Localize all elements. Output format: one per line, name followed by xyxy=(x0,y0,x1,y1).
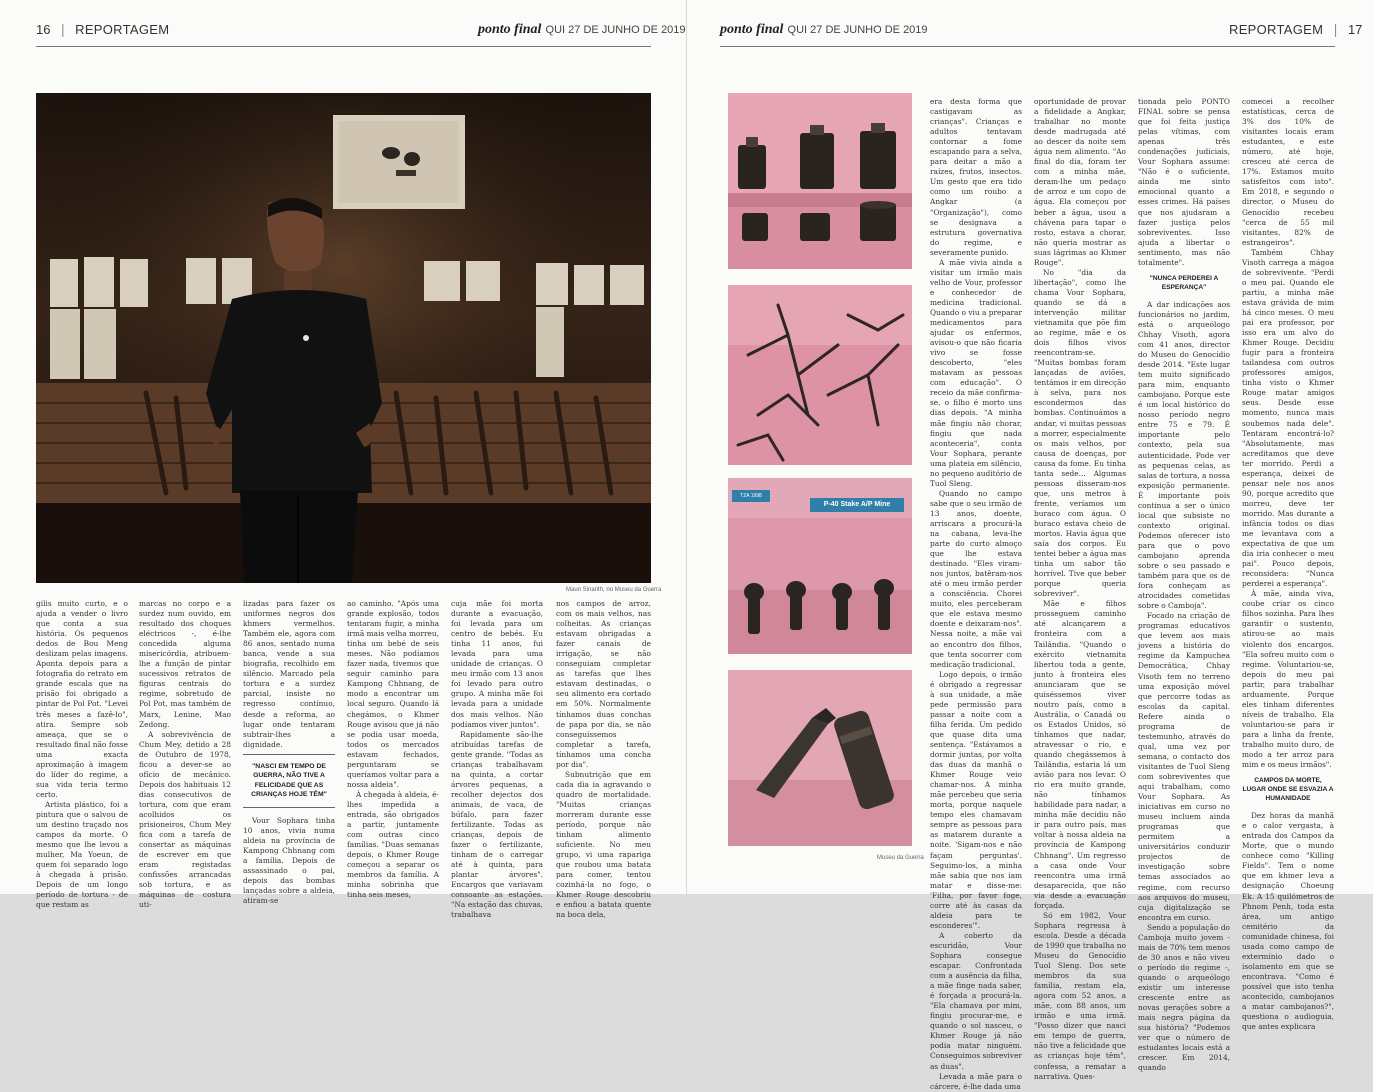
photo-caption: Maun Sinarith, no Museu da Guerra xyxy=(566,587,662,593)
header-rule xyxy=(720,46,1335,47)
section-name: REPORTAGEM xyxy=(1229,22,1324,37)
paragraph: A mãe vivia ainda a visitar um irmão mais velho de Vour, professor e conhecedor de medicina tradicional. Quando o viu a preparar medicamentos para ajudar os enfermos, avisou-o que não ficaria vivo se fosse descoberto, "eles matavam as pessoas com educação". O receio da mãe confirma-se, o filho é morto uns dias depois. "A minha mãe fingiu não chorar, fingiu que nada aconteceria", conta Vour Sophara, perante uma plateia em silêncio, no pequeno auditório de Tuol Sleng. xyxy=(930,257,1022,488)
photo-caption: Museu da Guerra xyxy=(877,855,924,861)
paragraph: Artista plástico, foi a pintura que o salvou de um destino traçado nos campos da morte. O mesmo que lhe levou a mulher, Ma Yoeun, de quem foi separado logo à chegada à prisão. Depois de um longo período de tortura - de que restam as xyxy=(36,799,128,910)
article-column-7 xyxy=(930,97,1022,1091)
article-column-9 xyxy=(1138,97,1230,1073)
subheading-campos-da-morte: CAMPOS DA MORTE, LUGAR ONDE SE ESVAZIA A HUMANIDADE xyxy=(1242,777,1334,803)
article-column-4 xyxy=(347,599,440,900)
page-number: 16 xyxy=(36,22,51,37)
publication-name: ponto final xyxy=(478,22,542,37)
paragraph: No "dia da libertação", como lhe chama Vour Sophara, quando se dá a intervenção militar vietnamita que põe fim ao regime, mãe e os dois filhos vivos reencontram-se. "Muitas bombas foram lançadas de aviões, tentámos ir em direcção à selva, para nos escondermos das bombas. Continuámos a andar, vi muitas pessoas a morrer, especialmente os mais velhos, por causa de doenças, por causa da fome. Eu tinha tanta sede... Algumas pessoas disseram-nos que, uns metros à frente, veríamos um buraco com água. O buraco estava cheio de mortos. Havia água que saía dos corpos. Eu tentei beber a água mas tinha um sabor tão horrível. Tive que beber porque queria sobreviver". xyxy=(1034,267,1126,599)
publication-name: ponto final xyxy=(720,22,784,37)
tools-photo xyxy=(728,670,912,846)
article-column-3 xyxy=(243,599,335,906)
paragraph: Subnutrição que em cada dia ia agravando o quadro de mortalidade. "Muitas crianças morreram durante esse período, porque não tinham alimento suficiente. No meu grupo, vi uma rapariga que roubou uma batata para comer, tentou cozinhá-la no fogo, o Khmer Rouge descobriu e enfiou a batata quente na boca dela, xyxy=(556,769,651,920)
article-column-5 xyxy=(451,599,543,920)
page-number: 17 xyxy=(1347,22,1363,37)
paragraph: À mãe, ainda viva, coube criar os cinco filhos sozinha. Para lhes garantir o sustento, atirou-se ao mais violento dos encargos. "Ela sofreu muito com o regime. Voluntariou-se, depois do meu pai partir, para trabalhar arduamente. Porque eles tinham diferentes níveis de trabalho. Ela voluntariou-se para ir para a linha da frente, trabalho muito duro, de modo a ter arroz para mim e os meus irmãos". xyxy=(1242,589,1334,770)
paragraph: era desta forma que castigavam as crianças". Crianças e adultos tentavam contornar a fome escapando para a selva, para deitar a mão a raízes, frutos, insectos. Um gesto que era tido como um roubo a Angkar (a "Organização"), como se designava a estrutura governativa do regime, e severamente punido. xyxy=(930,97,1022,257)
left-page xyxy=(0,0,686,920)
right-masthead xyxy=(720,22,928,38)
publication-date: QUI 27 DE JUNHO DE 2019 xyxy=(545,24,686,36)
paragraph: Vour Sophara tinha 10 anos, vivia numa aldeia na província de Kampong Chhnang com a família. Depois de assassinado o pai, depois das bombas lançadas sobre a aldeia, atiram-se xyxy=(243,815,335,906)
left-header xyxy=(36,22,169,38)
header-divider: | xyxy=(1333,23,1338,38)
right-header xyxy=(1229,22,1362,38)
left-masthead xyxy=(478,22,686,38)
paragraph: lizadas para fazer os uniformes negros dos khmers vermelhos. Também ele, agora com 86 anos, sentado numa banca, vende a sua biografia, recolhido em silêncio. Marcado pela tortura e a surdez parcial, insiste no regresso contínuo, desde a reforma, ao lugar onde tentaram subtrair-lhes a dignidade. xyxy=(243,599,335,749)
main-portrait-photo xyxy=(36,93,651,583)
section-name: REPORTAGEM xyxy=(75,22,170,37)
header-divider: | xyxy=(60,23,65,38)
paragraph: oportunidade de provar a fidelidade a Angkar, trabalhar no monte desde madrugada até ao descer da noite sem água nem alimento. "Ao final do dia, foram ter com a minha mãe, deram-lhe um pedaço de arroz e um copo de água. Ela começou por beber a água, usou a chávena para tapar o rosto, estava a chorar, não queria mostrar as suas lágrimas ao Khmer Rouge". xyxy=(1034,97,1126,267)
paragraph: ao caminho. "Após uma grande explosão, todos tentaram fugir, a minha irmã mais velha morreu, tinha um bebé de seis meses. Não podíamos fazer nada, tivemos que seguir caminho para Kampong Chhnang, de modo a encontrar um local seguro. Quando lá chegámos, o Khmer Rouge avisou que já não se podia usar moeda, todos os mercados estavam fechados, perguntaram se queríamos voltar para a nossa aldeia". xyxy=(347,599,440,789)
paragraph: Só em 1982, Vour Sophara regressa à escola. Desde a década de 1990 que trabalha no Museu do Genocídio Tuol Sleng. Dos sete membros da sua família, restam ela, agora com 52 anos, a mãe, com 88 anos, um irmão e uma irmã. "Posso dizer que nasci em tempo de guerra, não tive a felicidade que as crianças hoje têm", confessa, a rematar a narrativa. Ques- xyxy=(1034,910,1126,1081)
paragraph: Sendo a população do Camboja muito jovem - mais de 70% tem menos de 30 anos e não viveu o período do regime -, quando o arqueólogo existir um interesse crescente entre as novas gerações sobre a mais negra página da sua história? "Podemos ver que o número de estudantes locais está a crescer. Em 2014, quando xyxy=(1138,922,1230,1073)
paragraph: gilis muito curto, e o ajuda a vender o livro que conta a sua história. Os pequenos dedos de Bou Meng deslizam pelas imagens. Aponta depois para a fotografia do retrato em grande escala que na prisão foi obrigado a pintar de Pol Pot. "Levei três meses a fazê-lo", atira. Sempre sob ameaça, que se o resultado final não fosse uma exacta aproximação à imagem do líder do regime, a sua vida teria termo certo. xyxy=(36,599,128,799)
article-column-1 xyxy=(36,599,128,910)
publication-date: QUI 27 DE JUNHO DE 2019 xyxy=(787,24,928,36)
paragraph: Também Chhay Visoth carrega a mágoa de sobrevivente. "Perdi o meu pai. Quando ele partiu, a minha mãe estava grávida de mim há cinco meses. O meu pai era professor, por isso era um alvo do Khmer Rouge. Decidiu fugir para a fronteira tailandesa com outros professores amigos, tinha visto o Khmer Rouge matar amigos seus. Desde esse momento, nunca mais soubemos nada dele". Tentaram encontrá-lo? "Absolutamente, mas acreditamos que deve ter morrido. Perdi a esperança, deixei de pensar nele nos anos 90, porque acredito que morreu, deve ter morrido. Mas durante a infância todos os dias me levantava com a expectativa de que um dia iria conhecer o meu pai". Pouco depois, reconsidera: "Nunca perderei a esperança". xyxy=(1242,247,1334,589)
paragraph: Dez horas da manhã e o calor vergasta, à entrada dos Campos da Morte, que o mundo conhece como "Killing Fields". Tem o nome que em khmer leva a designação Choeung Ek. A 15 quilómetros de Phnom Penh, toda esta área, um antigo cemitério da comunidade chinesa, foi usada como campo de extermínio dado o isolamento em que se encontrava. "Como é possível que isto tenha acontecido, cambojanos a matar cambojanos?", questiona o audioguia, que antes explicara xyxy=(1242,811,1334,1032)
article-column-6 xyxy=(556,599,651,920)
paragraph: À chegada à aldeia, é-lhes impedida a entrada, são obrigados a partir, juntamente com outras cinco famílias. "Duas semanas depois, o Khmer Rouge começou a separar os membros da família. A minha sobrinha que tinha seis meses, xyxy=(347,789,439,900)
paragraph: A dar indicações aos funcionários no jardim, está o arqueólogo Chhay Visoth, agora com 41 anos, director do Museu do Genocídio desde 2014. "Este lugar tem muito significado para mim, enquanto cambojano. Porque este é um local histórico do nosso período negro entre 75 e 79. É importante pelo contexto, pela sua autenticidade. Pode ver as pequenas celas, as salas de tortura, a nossa exposição permanente. É importante pois continua a ser o único local que subsiste no contexto original. Podemos oferecer isto para que o povo cambojano aprenda sobre o seu passado e também para que os de fora conheçam as atrocidades cometidas sobre o Camboja". xyxy=(1138,299,1230,611)
mines-photo xyxy=(728,478,912,654)
pull-quote: "NASCI EM TEMPO DE GUERRA, NÃO TIVE A FELICIDADE QUE AS CRIANÇAS HOJE TÊM" xyxy=(243,754,335,808)
article-column-2 xyxy=(139,599,231,910)
stakes-photo xyxy=(728,285,912,465)
paragraph: A coberto da escuridão, Vour Sophara consegue escapar. Confrontada com a ausência da filha, a mãe finge nada saber, é forçada a procurá-la. "Ela chamava por mim, fingiu procurar-me, e quando o sol nasceu, o Khmer Rouge já não podia matar ninguém. Conseguimos sobreviver as duas". xyxy=(930,930,1022,1071)
weights-photo xyxy=(728,93,912,269)
article-column-10 xyxy=(1242,97,1334,1032)
paragraph: Focado na criação de programas educativos que levem aos mais jovens a história do regime da Kampuchea Democrática, Chhay Visoth tem no terreno uma exposição móvel que percorre todas as escolas da capital. Refere ainda o programa de testemunho, através do qual, uma vez por semana, o contacto dos visitantes de Tuol Sleng com sobreviventes que aqui trabalham, como Vour Sophara. As iniciativas em curso no museu incluem ainda programas que permitem a universitários conduzir projectos de investigação sobre temas associados ao regime, com recurso aos arquivos do museu, cuja digitalização se encontra em curso. xyxy=(1138,611,1230,922)
header-rule xyxy=(36,46,651,47)
mine-label-sign: P-40 Stake A/P Mine xyxy=(810,498,904,512)
paragraph: cuja mãe foi morta durante a evacuação, foi levada para um centro de bebés. Eu tinha 11 anos, fui levada para uma unidade de crianças. O meu irmão com 13 anos foi levado para outro grupo. A minha mãe foi levada para a unidade dos mais velhos. Não podíamos viver juntos". xyxy=(451,599,543,729)
subheading-esperanca: "NUNCA PERDEREI A ESPERANÇA" xyxy=(1149,274,1219,291)
paragraph: nos campos de arroz, com os mais velhos, nas colheitas. As crianças estavam obrigadas a fazer canais de irrigação, se não conseguiam completar as tarefas que lhes estavam destinadas, o seu alimento era cortado em 50%. Normalmente tínhamos duas conchas de papa por dia, se não conseguíssemos completar a tarefa, tínhamos uma concha por dia". xyxy=(556,599,651,769)
right-page xyxy=(687,0,1373,1091)
museum-tag: TZA 1998 xyxy=(732,490,770,502)
paragraph: tionada pelo PONTO FINAL sobre se pensa que foi feita justiça pelas vítimas, com apenas três condenações judiciais, Vour Sophara assume: "Não é o suficiente, ainda me sinto emocional quanto a esses crimes. Há países que nos ajudaram a fazer justiça pelos sobreviventes. Isso ajuda a libertar o sentimento, mas não totalmente". xyxy=(1138,97,1230,267)
article-column-8 xyxy=(1034,97,1126,1081)
paragraph: marcas no corpo e a surdez num ouvido, em resultado dos choques eléctricos -, é-lhe concedida alguma misericórdia, atribuem-lhe a função de pintar sucessivos retratos de figuras centrais do regime, sobretudo de Pol Pot, mas também de Marx, Lenine, Mao Zedong. xyxy=(139,599,231,729)
paragraph: Mãe e filhos prosseguem caminho até alcançarem a fronteira com a Tailândia. "Quando o exército vietnamita libertou toda a gente, junto à fronteira eles anunciaram que se quiséssemos viver noutro país, como a Austrália, o Canadá ou os Estados Unidos, só tínhamos que nadar, atravessar o rio, e quando chegássemos à Tailândia, estaria lá um avião para nos levar. O rio era muito grande, não tínhamos habilidade para nadar, a minha mãe decidiu não ir para outro país, mas voltar à nossa aldeia na província de Kampong Chhnang". Um regresso a casa onde Vour reencontra uma irmã desaparecida, que não via desde a evacuação forçada. xyxy=(1034,599,1126,910)
paragraph: Rapidamente são-lhe atribuídas tarefas de gente grande. "Todas as crianças trabalhavam na quinta, a cortar árvores pequenas, a recolher dejectos dos animais, de vaca, de búfalo, para fazer fertilizante. Todas as crianças, depois de fazer o fertilizante, tinham de o carregar até à quinta, para plantar árvores". Encargos que variavam consoante as estações. "Na estação das chuvas, trabalhava xyxy=(451,729,543,920)
paragraph: Levada a mãe para o cárcere, é-lhe dada uma xyxy=(930,1071,1022,1091)
paragraph: A sobrevivência de Chum Mey, detido a 28 de Outubro de 1978, ficou a dever-se ao ofício de mecânico. Depois dos habituais 12 dias consecutivos de tortura, com que eram acolhidos os prisioneiros, Chum Mey fica com a tarefa de consertar as máquinas de escrever em que eram registadas confissões arrancadas sob tortura, e as máquinas de costura uti- xyxy=(139,729,231,910)
paragraph: Logo depois, o irmão é obrigado a regressar à sua unidade, a mãe pede permissão para passar a noite com a filha ferida. Um pedido que quase dita uma sentença. "Estávamos a dormir juntas, por volta das duas da manhã o Khmer Rouge veio chamar-nos. A minha mãe percebeu que seria morta, porque naquele tempo eles chamavam sempre as pessoas para as matarem durante a noite. 'Sigam-nos e não façam perguntas'. Seguimo-los, a minha mãe sabia que nos iam matar e disse-me: 'Filha, por favor foge, corre até às casas da aldeia para te esconderes'". xyxy=(930,669,1022,930)
paragraph: Quando no campo sabe que o seu irmão de 13 anos, doente, arriscara a procurá-la na cabana, leva-lhe parte do curto almoço que lhe estava destinado. "Eles viram-nos juntos, batêram-nos até o meu irmão perder a consciência. Chorei muito, eles perceberam que ele estava mesmo doente e deixaram-nos". Nessa noite, a mãe vai ao encontro dos filhos, que tenta socorrer com medicação tradicional. xyxy=(930,488,1022,669)
paragraph: comecei a recolher estatísticas, cerca de 3% dos 10% de visitantes locais eram estudantes, e este número, até hoje, cresceu até cerca de 17%. Estamos muito satisfeitos com isto". Em 2018, e segundo o director, o Museu do Genocídio recebeu "cerca de 55 mil visitantes, 82% de estrangeiros". xyxy=(1242,97,1334,247)
